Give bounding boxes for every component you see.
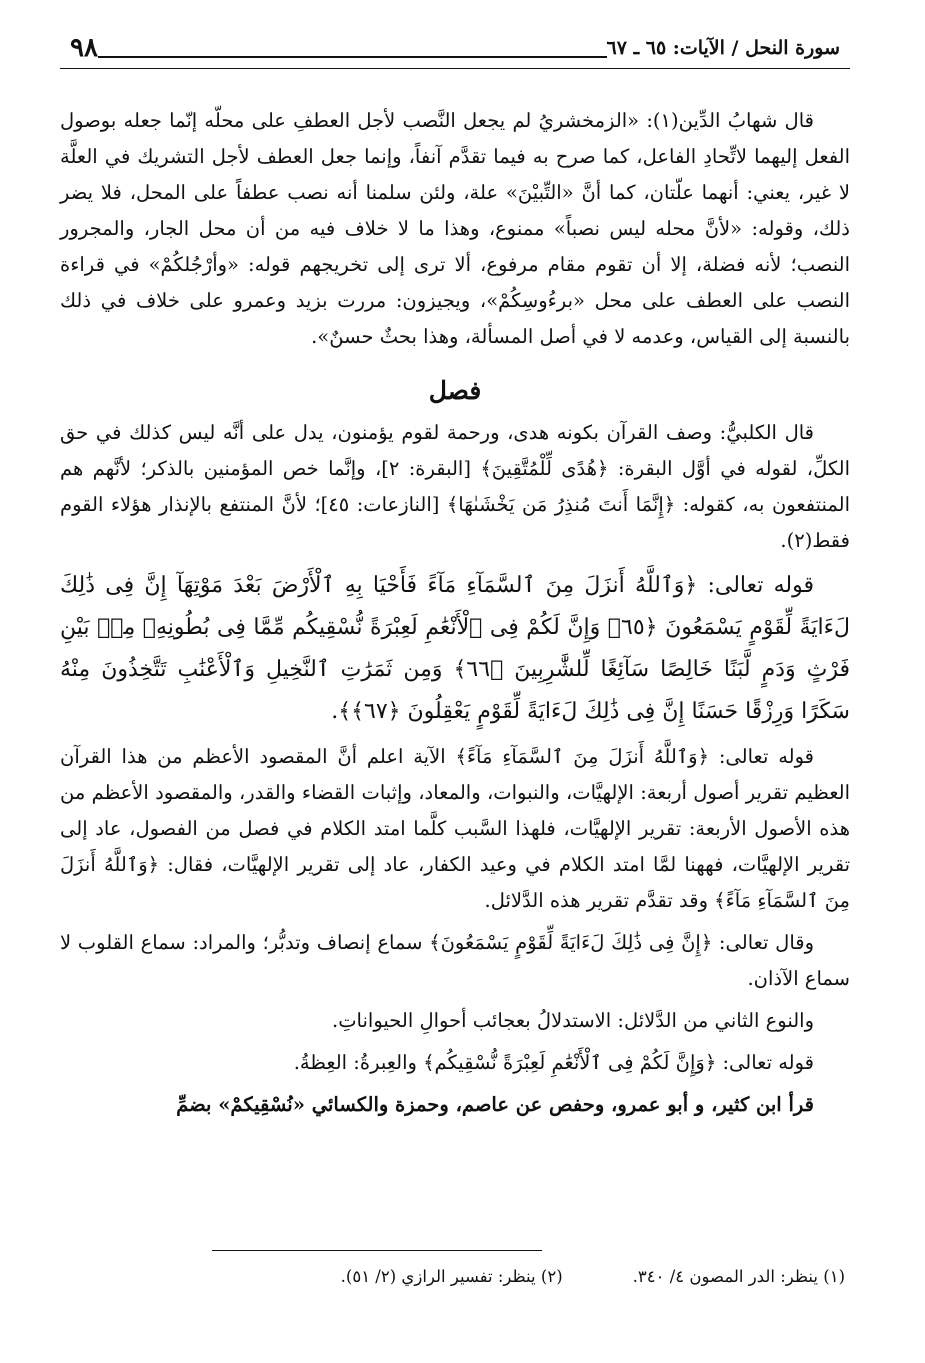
paragraph-commentary-verse-65: قوله تعالى: ﴿وَٱللَّهُ أَنزَلَ مِنَ ٱلسَّمَآءِ مَآءً﴾ الآية اعلم أنَّ المقصود الأعظم من هذا القرآن العظيم تقرير أصول أربعة: الإلهيَّات، والنبوات، والمعاد، وإثبات القضاء والقدر، والمقصود الأعظم من هذه الأصول الأربعة: تقرير الإلهيَّات، فلهذا السَّبب كلَّما امتد الكلام في فصل من الفصول، عاد إلى تقرير الإلهيَّات، فههنا لمَّا امتد الكلام في وعيد الكفار، عاد إلى تقرير الإلهيَّات، فقال: ﴿وَٱللَّهُ أَنزَلَ مِنَ ٱلسَّمَآءِ مَآءً﴾ وقد تقدَّم تقرير هذه الدَّلائل. [60,745,850,912]
section-title: فصل [428,376,482,405]
paragraph-hearing: وقال تعالى: ﴿إِنَّ فِى ذَٰلِكَ لَءَايَةً لِّقَوْمٍ يَسْمَعُونَ﴾ سماع إنصاف وتدبُّر؛ والمراد: سماع القلوب لا سماع الآذان. [60,931,850,990]
footnote-2: (٢) ينظر: تفسير الرازي (٢/ ٥١). [340,1267,563,1286]
header-rule [98,56,607,58]
page-header [60,30,850,66]
paragraph-qiraat: قرأ ابن كثير، و أبو عمرو، وحفص عن عاصم، وحمزة والكسائي «نُسْقِيكمْ» بضمِّ [176,1093,814,1116]
quran-verse-block: قوله تعالى: ﴿وَٱللَّهُ أَنزَلَ مِنَ ٱلسَّمَآءِ مَآءً فَأَحْيَا بِهِ ٱلْأَرْضَ بَعْدَ مَوْتِهَآ إِنَّ فِى ذَٰلِكَ لَءَايَةً لِّقَوْمٍ يَسْمَعُونَ ﴿٦٥﴾ وَإِنَّ لَكُمْ فِى ٱلْأَنْعَٰمِ لَعِبْرَةً نُّسْقِيكُم مِّمَّا فِى بُطُونِهِۦ مِنۢ بَيْنِ فَرْثٍ وَدَمٍ لَّبَنًا خَالِصًا سَآئِغًا لِّلشَّٰرِبِينَ ﴿٦٦﴾ وَمِن ثَمَرَٰتِ ٱلنَّخِيلِ وَٱلْأَعْنَٰبِ تَتَّخِذُونَ مِنْهُ سَكَرًا وَرِزْقًا حَسَنًا إِنَّ فِى ذَٰلِكَ لَءَايَةً لِّقَوْمٍ يَعْقِلُونَ ﴿٦٧﴾﴾. [60,573,850,724]
book-page [60,30,850,1123]
header-underline [60,68,850,69]
paragraph-ibra: قوله تعالى: ﴿وَإِنَّ لَكُمْ فِى ٱلْأَنْعَٰمِ لَعِبْرَةً نُّسْقِيكُم﴾ والعِبرةُ: العِظةُ. [293,1051,814,1074]
paragraph-shihab-al-din: قال شهابُ الدِّين(١): «الزمخشريُ لم يجعل النَّصب لأجل العطفِ على محلّه إنّما جعله بوصول الفعل إليهما لاتِّحادِ الفاعل، كما صرح به فيما تقدَّم آنفاً، وإنما جعل العطف لأجل التشريك في العلَّة لا غير، يعني: أنهما علّتان، كما أنَّ «التِّبيْنَ» علة، ولئن سلمنا أنه نصب عطفاً على المحل، فلا يضر ذلك، وقوله: «لأنَّ محله ليس نصباً» ممنوع، وهذا ما لا خلاف فيه من أن محل الجار، والمجرور النصب؛ لأنه فضلة، إلا أن تقوم مقام مرفوع، ألا ترى إلى تخريجهم قوله: «وأرْجُلكُمْ» في قراءة النصب على العطف على محل «برءُوسِكُمْ»، ويجيزون: مررت بزيد وعمرو على خلاف في ذلك بالنسبة إلى القياس، وعدمه لا في أصل المسألة، وهذا بحثٌ حسنٌ». [60,109,850,348]
paragraph-second-proof: والنوع الثاني من الدَّلائل: الاستدلالُ بعجائب أحوالِ الحيواناتِ. [332,1009,814,1032]
page-number: ٩٨ [70,33,98,63]
footnote-rule [212,1250,542,1251]
footnotes [165,1262,845,1292]
running-title: سورة النحل / الآيات: ٦٥ ـ ٦٧ [606,37,840,59]
footnote-1: (١) ينظر: الدر المصون ٤/ ٣٤٠. [632,1267,845,1286]
paragraph-al-kalbi: قال الكلبيُّ: وصف القرآن بكونه هدى، ورحمة لقوم يؤمنون، يدل على أنَّه ليس كذلك في حق الكلِّ، لقوله في أوَّل البقرة: ﴿هُدًى لِّلْمُتَّقِينَ﴾ [البقرة: ٢]، وإنَّما خص المؤمنين بالذكر؛ لأنَّهم هم المنتفعون به، كقوله: ﴿إِنَّمَا أَنتَ مُنذِرُ مَن يَخْشَىٰهَا﴾ [النازعات: ٤٥]؛ لأنَّ المنتفع بالإنذار هؤلاء القوم فقط(٢). [60,421,851,552]
